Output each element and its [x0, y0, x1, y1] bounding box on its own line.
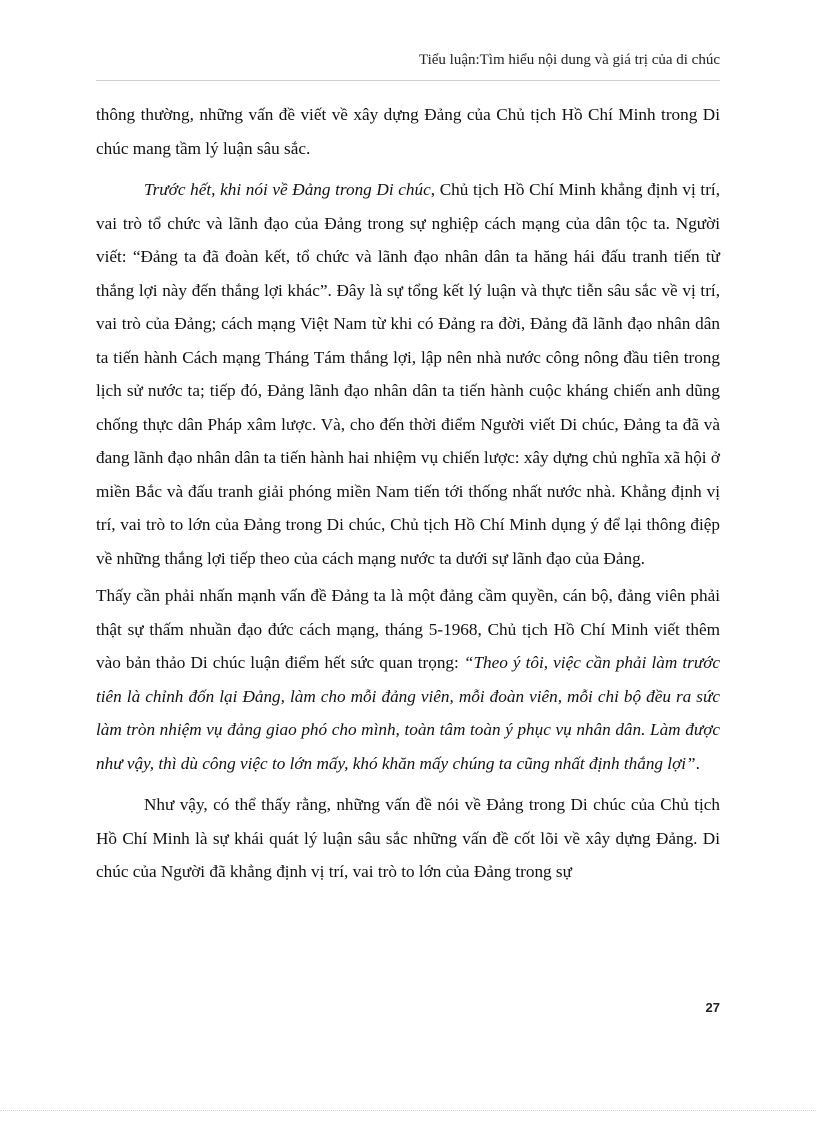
- running-header: Tiểu luận:Tìm hiểu nội dung và giá trị của di chúc: [418, 52, 720, 68]
- paragraph-3: [96, 579, 720, 780]
- paragraph-4: Như vậy, có thể thấy rằng, những vấn đề nói về Đảng trong Di chúc của Chủ tịch Hồ Chí Minh là sự khái quát lý luận sâu sắc những vấn đề cốt lõi về xây dựng Đảng. Di chúc của Người đã khẳng định vị trí, vai trò to lớn của Đảng trong sự: [96, 795, 720, 881]
- header-divider: [96, 80, 720, 81]
- body-text: [96, 98, 720, 889]
- paragraph-2: [96, 173, 720, 575]
- paragraph-2-italic-lead: Trước hết, khi nói về Đảng trong Di chúc: [144, 180, 431, 199]
- footer-divider: [0, 1110, 816, 1111]
- paragraph-3-tail: .: [695, 753, 700, 773]
- paragraph-2-text: , Chủ tịch Hồ Chí Minh khẳng định vị trí, vai trò tổ chức và lãnh đạo của Đảng trong sự nghiệp cách mạng của dân tộc ta. Người viết: “Đảng ta đã đoàn kết, tổ chức và lãnh đạo nhân dân ta hăng hái đấu tranh tiến từ thắng lợi này đến thắng lợi khác”. Đây là sự tổng kết lý luận và thực tiễn sâu sắc về vị trí, vai trò của Đảng; cách mạng Việt Nam từ khi có Đảng ra đời, Đảng đã lãnh đạo nhân dân ta tiến hành Cách mạng Tháng Tám thắng lợi, lập nên nhà nước công nông đầu tiên trong lịch sử nước ta; tiếp đó, Đảng lãnh đạo nhân dân ta tiến hành cuộc kháng chiến anh dũng chống thực dân Pháp xâm lược. Và, cho đến thời điểm Người viết Di chúc, Đảng ta đã và đang lãnh đạo nhân dân ta tiến hành hai nhiệm vụ chiến lược: xây dựng chủ nghĩa xã hội ở miền Bắc và đấu tranh giải phóng miền Nam tiến tới thống nhất nước nhà. Khẳng định vị trí, vai trò to lớn của Đảng trong Di chúc, Chủ tịch Hồ Chí Minh dụng ý để lại thông điệp về những thắng lợi tiếp theo của cách mạng nước ta dưới sự lãnh đạo của Đảng.: [96, 180, 721, 568]
- paragraph-3-quote: “Theo ý tôi, việc cần phải làm trước tiên là chỉnh đốn lại Đảng, làm cho mỗi đảng viên, mỗi đoàn viên, mỗi chi bộ đều ra sức làm tròn nhiệm vụ đảng giao phó cho mình, toàn tâm toàn ý phục vụ nhân dân. Làm được như vậy, thì dù công việc to lớn mấy, khó khăn mấy chúng ta cũng nhất định thắng lợi”: [96, 653, 720, 773]
- paragraph-1: thông thường, những vấn đề viết về xây dựng Đảng của Chủ tịch Hồ Chí Minh trong Di chúc mang tầm lý luận sâu sắc.: [96, 105, 720, 158]
- paragraph-3-text: Thấy cần phải nhấn mạnh vấn đề Đảng ta là một đảng cầm quyền, cán bộ, đảng viên phải thật sự thấm nhuần đạo đức cách mạng, tháng 5-1968, Chủ tịch Hồ Chí Minh viết thêm vào bản thảo Di chúc luận điểm hết sức quan trọng:: [96, 586, 720, 672]
- page-number: 27: [705, 1000, 720, 1015]
